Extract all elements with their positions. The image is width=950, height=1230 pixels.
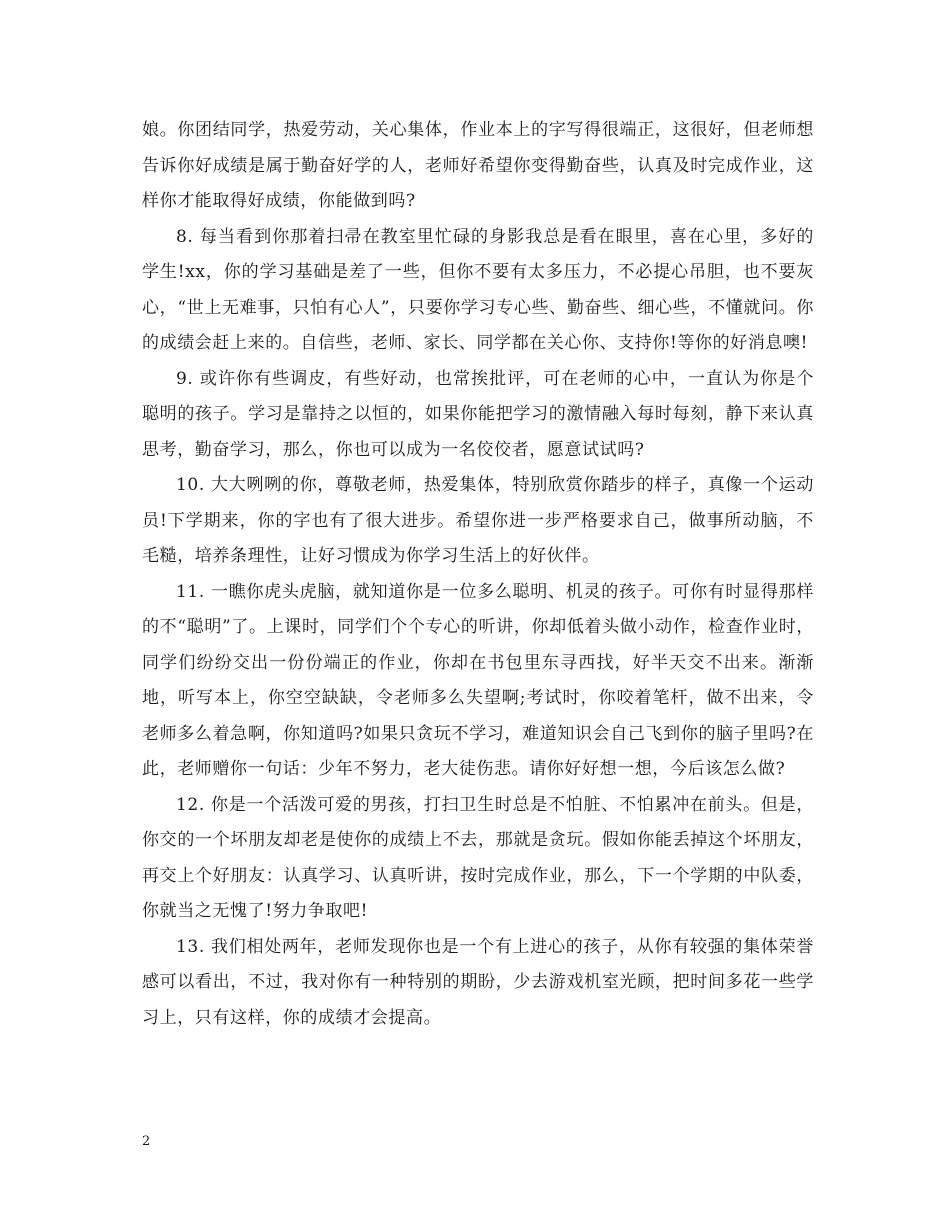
paragraph-item-8: 8. 每当看到你那着扫帚在教室里忙碌的身影我总是看在眼里，喜在心里，多好的学生!xx，你的学习基础是差了一些，但你不要有太多压力，不必提心吊胆，也不要灰心，“世上无难事，只怕有心人”，只要你学习专心些、勤奋些、细心些，不懂就问。你的成绩会赶上来的。自信些，老师、家长、同学都在关心你、支持你!等你的好消息噢! bbox=[142, 226, 814, 353]
paragraph-item-11: 11. 一瞧你虎头虎脑，就知道你是一位多么聪明、机灵的孩子。可你有时显得那样的不“聪明”了。上课时，同学们个个专心的听讲，你却低着头做小动作，检查作业时，同学们纷纷交出一份份端正的作业，你却在书包里东寻西找，好半天交不出来。渐渐地，听写本上，你空空缺缺，令老师多么失望啊;考试时，你咬着笔杆，做不出来，令老师多么着急啊，你知道吗?如果只贪玩不学习，难道知识会自己飞到你的脑子里吗?在此，老师赠你一句话：少年不努力，老大徒伤悲。请你好好想一想，今后该怎么做? bbox=[142, 581, 814, 779]
page-number: 2 bbox=[142, 1134, 151, 1149]
paragraph-continued: 娘。你团结同学，热爱劳动，关心集体，作业本上的字写得很端正，这很好，但老师想告诉你好成绩是属于勤奋好学的人，老师好希望你变得勤奋些，认真及时完成作业，这样你才能取得好成绩，你能做到吗? bbox=[142, 120, 814, 211]
paragraph-item-10: 10. 大大咧咧的你，尊敬老师，热爱集体，特别欣赏你踏步的样子，真像一个运动员!下学期来，你的字也有了很大进步。希望你进一步严格要求自己，做事所动脑，不毛糙，培养条理性，让好习惯成为你学习生活上的好伙伴。 bbox=[142, 475, 814, 566]
document-body bbox=[142, 113, 814, 1036]
paragraph-item-12: 12. 你是一个活泼可爱的男孩，打扫卫生时总是不怕脏、不怕累冲在前头。但是，你交的一个坏朋友却老是使你的成绩上不去，那就是贪玩。假如你能丢掉这个坏朋友，再交上个好朋友：认真学习、认真听讲，按时完成作业，那么，下一个学期的中队委，你就当之无愧了!努力争取吧! bbox=[142, 794, 814, 921]
paragraph-item-13: 13. 我们相处两年，老师发现你也是一个有上进心的孩子，从你有较强的集体荣誉感可以看出，不过，我对你有一种特别的期盼，少去游戏机室光顾，把时间多花一些学习上，只有这样，你的成绩才会提高。 bbox=[142, 936, 814, 1028]
paragraph-item-9: 9. 或许你有些调皮，有些好动，也常挨批评，可在老师的心中，一直认为你是个聪明的孩子。学习是靠持之以恒的，如果你能把学习的激情融入每时每刻，静下来认真思考，勤奋学习，那么，你也可以成为一名佼佼者，愿意试试吗? bbox=[142, 368, 814, 460]
